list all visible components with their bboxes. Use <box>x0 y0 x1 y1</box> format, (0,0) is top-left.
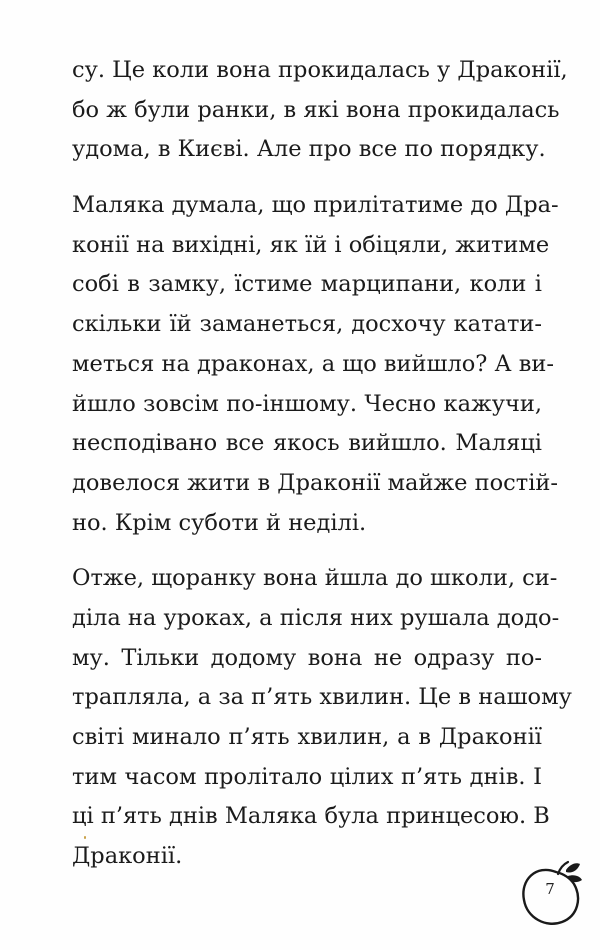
paragraph-gap <box>72 543 542 559</box>
text-line: меться на драконах, а що вийшло? А ви- <box>72 350 554 377</box>
text-line: несподівано все якось вийшло. Маляці <box>72 430 542 457</box>
page-number: 7 <box>545 880 555 898</box>
text-line: собі в замку, їстиме марципани, коли і <box>72 271 542 298</box>
print-speck <box>84 836 86 839</box>
text-line: но. Крім суботи й неділі. <box>72 509 367 536</box>
text-line: удома, в Києві. Але про все по порядку. <box>72 136 546 163</box>
text-line: діла на уроках, а після них рушала додо- <box>72 604 560 631</box>
text-line: конії на вихідні, як їй і обіцяли, житиме <box>72 231 550 258</box>
text-line: йшло зовсім по-іншому. Чесно кажучи, <box>72 390 542 417</box>
text-line: світі минало п’ять хвилин, а в Драконії <box>72 724 542 750</box>
text-line: скільки їй заманеться, досхочу катати- <box>72 311 542 338</box>
text-line: тим часом пролітало цілих п’ять днів. І <box>72 763 542 790</box>
text-line: трапляла, а за п’ять хвилин. Це в нашому <box>72 684 572 711</box>
text-line: Маляка думала, що прилітатиме до Дра- <box>72 192 559 219</box>
text-line: су. Це коли вона прокидалась у Драконії, <box>72 57 568 83</box>
text-line: му. Тільки додому вона не одразу по- <box>72 644 542 671</box>
text-line: бо ж були ранки, в які вона прокидалась <box>72 96 560 123</box>
text-line: довелося жити в Драконії майже постій- <box>72 469 559 496</box>
text-line: Отже, щоранку вона йшла до школи, си- <box>72 565 558 592</box>
text-line: ці п’ять днів Маляка була принцесою. В <box>72 803 550 830</box>
paragraph-gap <box>72 170 542 186</box>
body-text <box>72 51 572 877</box>
text-line: Драконії. <box>72 843 183 870</box>
